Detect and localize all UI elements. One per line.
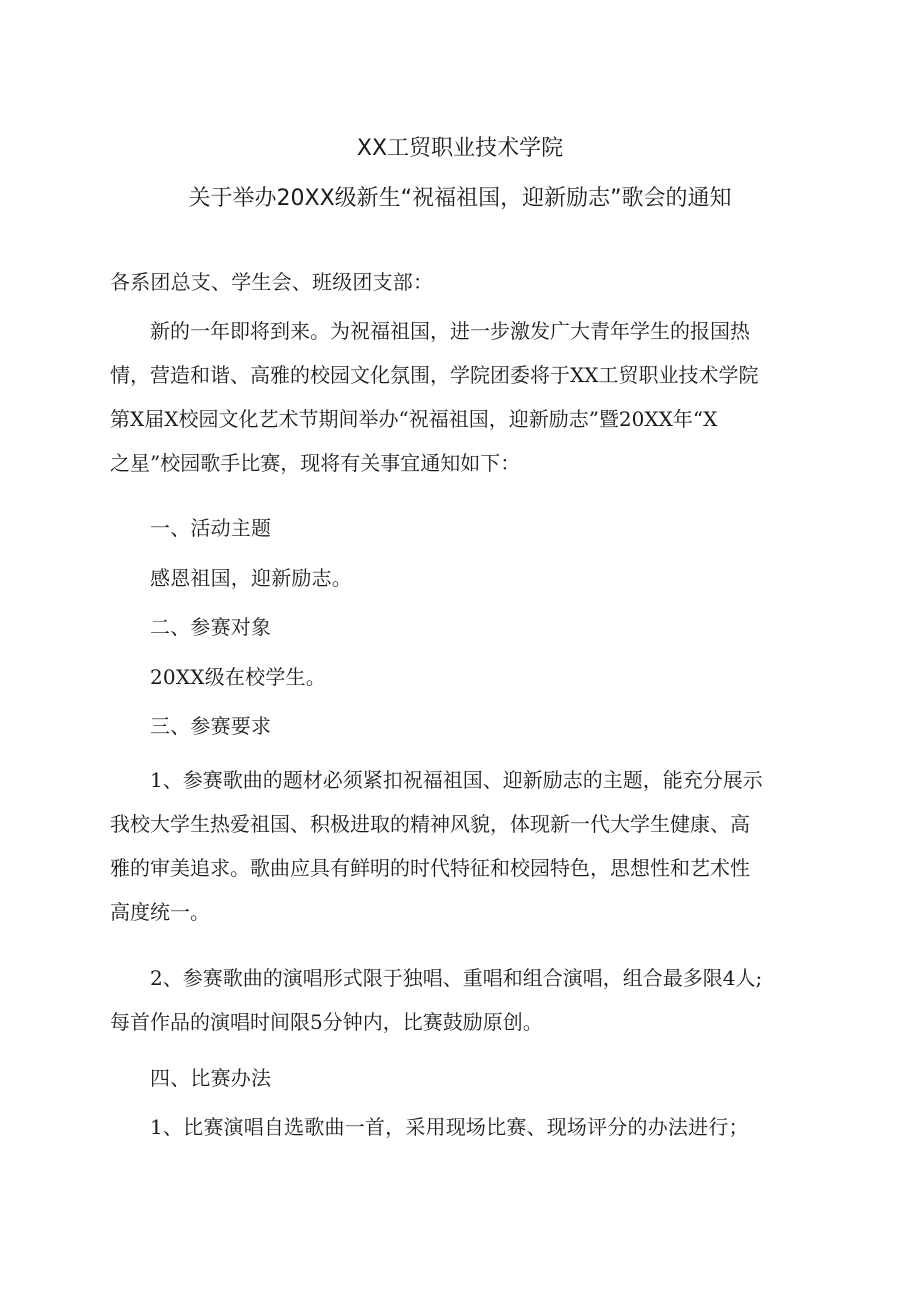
section-heading-theme: 一、活动主题 (150, 516, 272, 540)
document-title-notice: 关于举办20XX级新生“祝福祖国，迎新励志”歌会的通知 (188, 186, 732, 211)
requirement-line: 我校大学生热爱祖国、积极进取的精神风貌，体现新一代大学生健康、高 (110, 812, 750, 836)
requirement-item-2 (110, 956, 810, 1044)
section-text-participants: 20XX级在校学生。 (150, 665, 326, 689)
intro-line: 之星”校园歌手比赛，现将有关事宜通知如下： (110, 451, 521, 475)
requirement-line: 每首作品的演唱时间限5分钟内，比赛鼓励原创。 (110, 1010, 543, 1034)
requirement-line: 1、参赛歌曲的题材必须紧扣祝福祖国、迎新励志的主题，能充分展示 (150, 768, 763, 792)
intro-line: 新的一年即将到来。为祝福祖国，进一步激发广大青年学生的报国热 (150, 319, 750, 343)
section-text-theme: 感恩祖国，迎新励志。 (150, 566, 352, 590)
intro-line: 第X届X校园文化艺术节期间举办“祝福祖国，迎新励志”暨20XX年“X (110, 407, 718, 431)
section-heading-participants: 二、参赛对象 (150, 615, 272, 639)
document-title-school: XX工贸职业技术学院 (356, 136, 564, 161)
requirement-item-1 (110, 758, 810, 934)
section-heading-method: 四、比赛办法 (150, 1066, 272, 1090)
method-item-1: 1、比赛演唱自选歌曲一首，采用现场比赛、现场评分的办法进行； (150, 1115, 749, 1139)
section-heading-requirements: 三、参赛要求 (150, 714, 272, 738)
requirement-line: 高度统一。 (110, 900, 210, 924)
intro-line: 情，营造和谐、高雅的校园文化氛围，学院团委将于XX工贸职业技术学院 (110, 363, 759, 387)
intro-paragraph (110, 309, 810, 485)
requirement-line: 2、参赛歌曲的演唱形式限于独唱、重唱和组合演唱，组合最多限4人; (150, 966, 763, 990)
salutation: 各系团总支、学生会、班级团支部： (110, 270, 434, 294)
requirement-line: 雅的审美追求。歌曲应具有鲜明的时代特征和校园特色，思想性和艺术性 (110, 856, 750, 880)
